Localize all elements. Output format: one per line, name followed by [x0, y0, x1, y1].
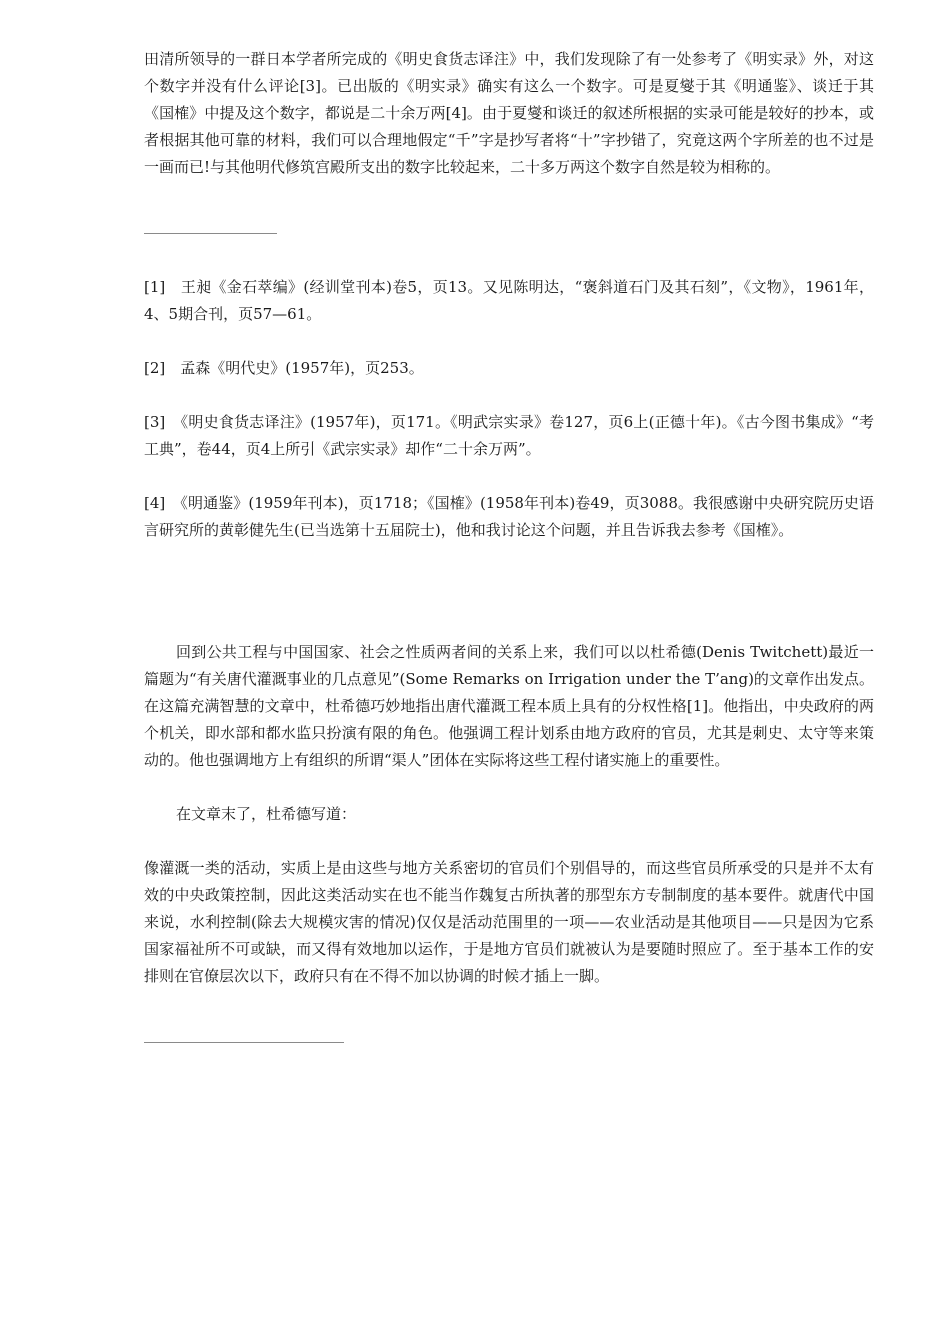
body-paragraph-3: 在文章末了，杜希德写道： [176, 805, 357, 823]
footnote-3: [3] 《明史食货志译注》(1957年)，页171。《明武宗实录》卷127，页6上(正德十年)。《古今图书集成》“考工典”，卷44，页4上所引《武宗实录》却作“二十余万两”。 [144, 413, 874, 458]
body-paragraph-2: 回到公共工程与中国国家、社会之性质两者间的关系上来，我们可以以杜希德(Denis Twitchett)最近一篇题为“有关唐代灌溉事业的几点意见”(Some Remarks on Irrigation under the T’ang)的文章作出发点。在这篇充满智慧的文章中，杜希德巧妙地指出唐代灌溉工程本质上具有的分权性格[1]。他指出，中央政府的两个机关，即水部和都水监只扮演有限的角色。他强调工程计划系由地方政府的官员，尤其是刺史、太守等来策动的。他也强调地方上有组织的所谓“渠人”团体在实际将这些工程付诸实施上的重要性。 [144, 643, 874, 769]
footnote-1: [1] 王昶《金石萃编》(经训堂刊本)卷5，页13。又见陈明达，“褒斜道石门及其石刻”，《文物》，1961年，4、5期合刊，页57—61。 [144, 278, 874, 323]
block-quote: 像灌溉一类的活动，实质上是由这些与地方关系密切的官员们个别倡导的，而这些官员所承受的只是并不太有效的中央政策控制，因此这类活动实在也不能当作魏复古所执著的那型东方专制制度的基本要件。就唐代中国来说，水利控制(除去大规模灾害的情况)仅仅是活动范围里的一项——农业活动是其他项目——只是因为它系国家福祉所不可或缺，而又得有效地加以运作，于是地方官员们就被认为是要随时照应了。至于基本工作的安排则在官僚层次以下，政府只有在不得不加以协调的时候才插上一脚。 [144, 859, 874, 985]
footnote-separator-2 [144, 1042, 344, 1043]
footnote-separator [144, 233, 277, 234]
footnote-4: [4] 《明通鉴》(1959年刊本)，页1718；《国榷》(1958年刊本)卷49，页3088。我很感谢中央研究院历史语言研究所的黄彰健先生(已当选第十五届院士)，他和我讨论这个问题，并且告诉我去参考《国榷》。 [144, 494, 874, 539]
document-page [144, 44, 874, 1043]
body-paragraph: 田清所领导的一群日本学者所完成的《明史食货志译注》中，我们发现除了有一处参考了《明实录》外，对这个数字并没有什么评论[3]。已出版的《明实录》确实有这么一个数字。可是夏燮于其《明通鉴》、谈迁于其《国榷》中提及这个数字，都说是二十余万两[4]。由于夏燮和谈迁的叙述所根据的实录可能是较好的抄本，或者根据其他可靠的材料，我们可以合理地假定“千”字是抄写者将“十”字抄错了，究竟这两个字所差的也不过是一画而已!与其他明代修筑宫殿所支出的数字比较起来，二十多万两这个数字自然是较为相称的。 [144, 50, 874, 176]
footnote-2: [2] 孟森《明代史》(1957年)，页253。 [144, 359, 424, 377]
